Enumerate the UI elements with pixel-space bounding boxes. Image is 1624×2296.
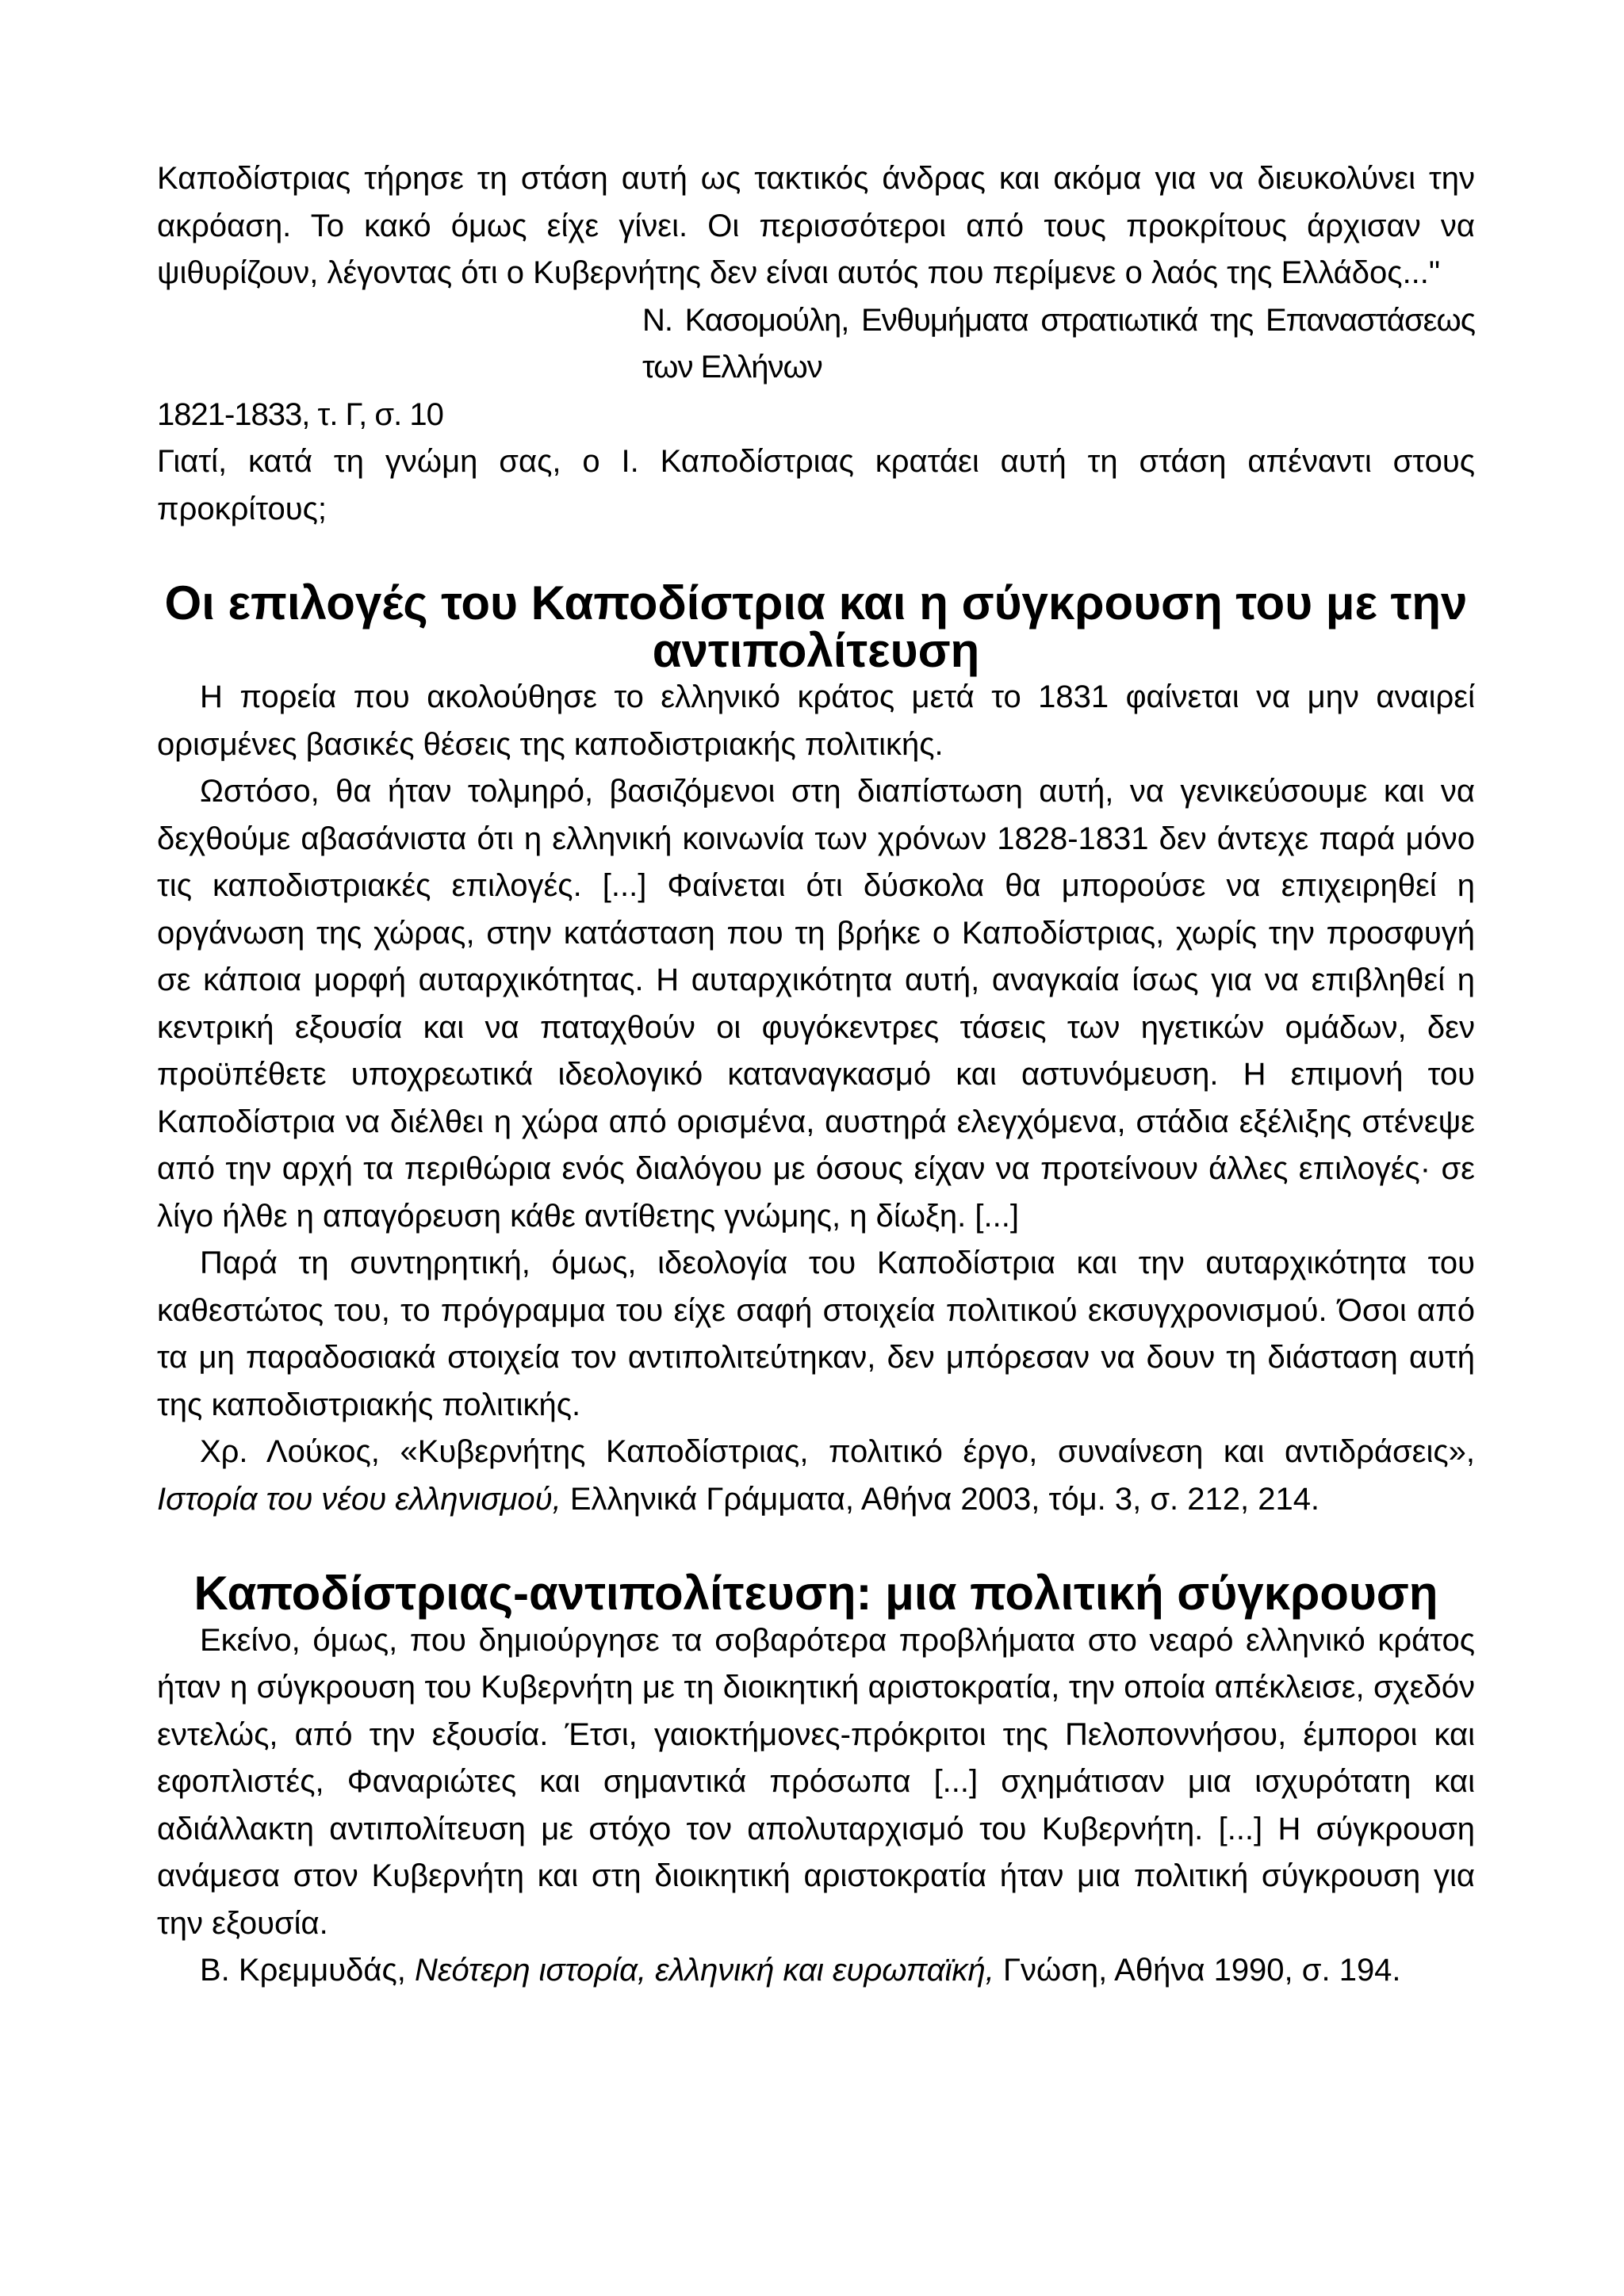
kremmydas-citation-rest: Γνώση, Αθήνα 1990, σ. 194. [994, 1953, 1401, 1988]
section2-paragraph-1: Εκείνο, όμως, που δημιούργησε τα σοβαρότερα προβλήματα στο νεαρό ελληνικό κράτος ήταν η σύγκρουση του Κυβερνήτη με τη διοικητική αριστοκρατία, την οποία απέκλεισε, σχεδόν εντελώς, από την εξουσία. Έτσι, γαιοκτήμονες-πρόκριτοι της Πελοποννήσου, έμποροι και εφοπλιστές, Φαναριώτες και σημαντικά πρόσωπα [...] σχημάτισαν μια ισχυρότατη και αδιάλλακτη αντιπολίτευση με στόχο τον απολυταρχισμό του Κυβερνήτη. [...] Η σύγκρουση ανάμεσα στον Κυβερνήτη και στη διοικητική αριστοκρατία ήταν μια πολιτική σύγκρουση για την εξουσία. [157, 1622, 1475, 1941]
study-question: Γιατί, κατά τη γνώμη σας, ο Ι. Καποδίστριας κρατάει αυτή τη στάση απέναντι στους προκρίτους; [157, 444, 1475, 526]
section1-paragraph-2: Ωστόσο, θα ήταν τολμηρό, βασιζόμενοι στη διαπίστωση αυτή, να γενικεύσουμε και να δεχθούμε αβασάνιστα ότι η ελληνική κοινωνία των χρόνων 1828-1831 δεν άντεχε παρά μόνο τις καποδιστριακές επιλογές. [...] Φαίνεται ότι δύσκολα θα μπορούσε να επιχειρηθεί η οργάνωση της χώρας, στην κατάσταση που τη βρήκε ο Καποδίστριας, χωρίς την προσφυγή σε κάποια μορφή αυταρχικότητας. Η αυταρχικότητα αυτή, αναγκαία ίσως για να επιβληθεί η κεντρική εξουσία και να παταχθούν οι φυγόκεντρες τάσεις των ηγετικών ομάδων, δεν προϋπέθετε υποχρεωτικά ιδεολογικό καταναγκασμό και αστυνόμευση. Η επιμονή του Καποδίστρια να διέλθει η χώρα από ορισμένα, αυστηρά ελεγχόμενα, στάδια εξέλιξης στένεψε από την αρχή τα περιθώρια ενός διαλόγου με όσους είχαν να προτείνουν άλλες επιλογές· σε λίγο ήλθε η απαγόρευση κάθε αντίθετης γνώμης, η δίωξη. [...] [157, 774, 1475, 1234]
loukos-citation-title: Ιστορία του νέου ελληνισμού, [157, 1481, 561, 1517]
kremmydas-citation [157, 1947, 1475, 1995]
document-page [157, 155, 1475, 1995]
section-heading-conflict: Καποδίστριας-αντιπολίτευση: μια πολιτική σύγκρουση [193, 1567, 1438, 1620]
kasomouli-citation: Ν. Κασομούλη, Ενθυμήματα στρατιωτικά της Επαναστάσεως των Ελλήνων [642, 302, 1475, 385]
kasomouli-citation-volume: 1821-1833, τ. Γ, σ. 10 [157, 396, 443, 432]
spacer [157, 1523, 1475, 1570]
opening-quote-paragraph: Καποδίστριας τήρησε τη στάση αυτή ως τακτικός άνδρας και ακόμα για να διευκολύνει την ακρόαση. Το κακό όμως είχε γίνει. Οι περισσότεροι από τους προκρίτους άρχισαν να ψιθυρίζουν, λέγοντας ότι ο Κυβερνήτης δεν είναι αυτός που περίμενε ο λαός της Ελλάδος..." [157, 161, 1475, 290]
spacer [157, 533, 1475, 580]
kremmydas-citation-title: Νεότερη ιστορία, ελληνική και ευρωπαϊκή, [415, 1953, 994, 1988]
kremmydas-citation-author: Β. Κρεμμυδάς, [200, 1953, 416, 1988]
section-heading-choices: Οι επιλογές του Καποδίστρια και η σύγκρουση του με την αντιπολίτευση [164, 576, 1468, 677]
section1-paragraph-3: Παρά τη συντηρητική, όμως, ιδεολογία του Καποδίστρια και την αυταρχικότητα του καθεστώτος του, το πρόγραμμα του είχε σαφή στοιχεία πολιτικού εκσυγχρονισμού. Όσοι από τα μη παραδοσιακά στοιχεία τον αντιπολιτεύτηκαν, δεν μπόρεσαν να δουν τη διάσταση αυτή της καποδιστριακής πολιτικής. [157, 1246, 1475, 1422]
loukos-citation-author: Χρ. Λούκος, «Κυβερνήτης Καποδίστριας, πολιτικό έργο, συναίνεση και αντιδράσεις», [200, 1434, 1475, 1469]
section1-paragraph-1: Η πορεία που ακολούθησε το ελληνικό κράτος μετά το 1831 φαίνεται να μην αναιρεί ορισμένες βασικές θέσεις της καποδιστριακής πολιτικής. [157, 679, 1475, 762]
loukos-citation [157, 1429, 1475, 1523]
loukos-citation-rest: Ελληνικά Γράμματα, Αθήνα 2003, τόμ. 3, σ. 212, 214. [561, 1481, 1320, 1517]
